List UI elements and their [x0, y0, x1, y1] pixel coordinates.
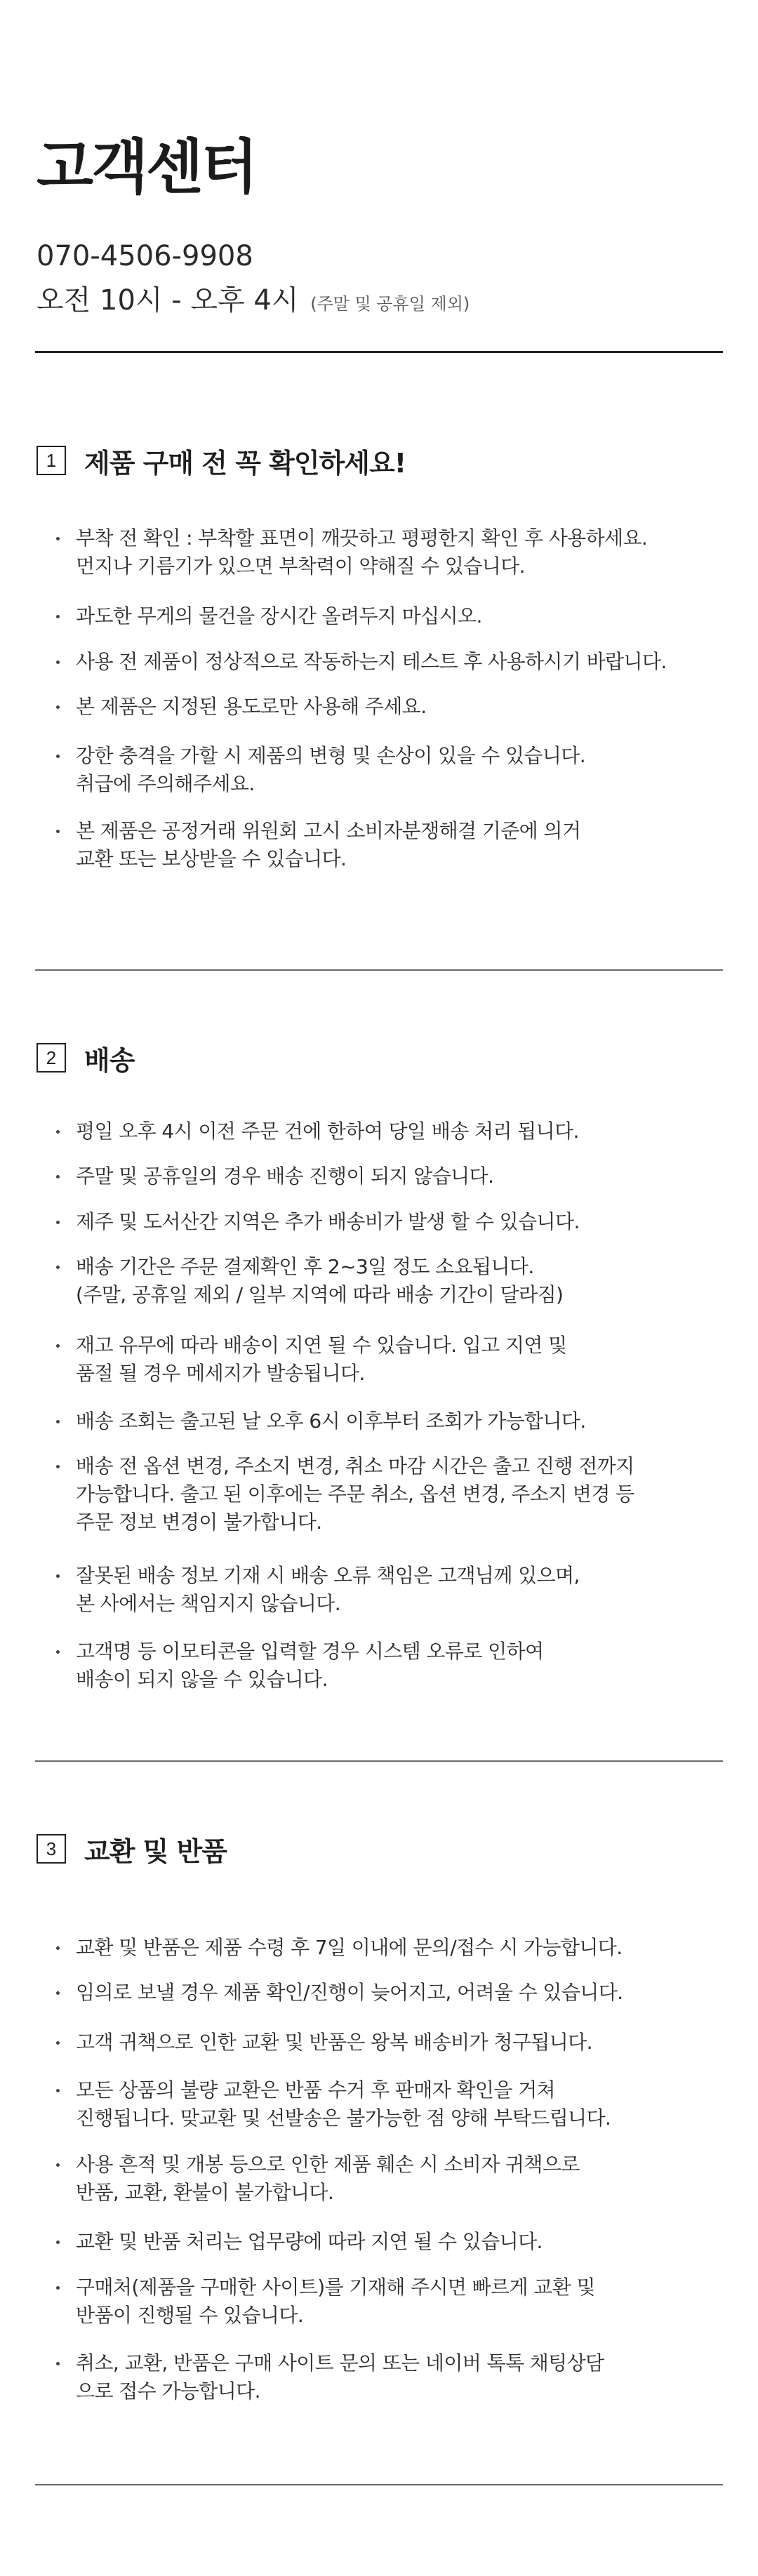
- list-item: [56, 524, 647, 580]
- section-2-heading: [36, 1040, 134, 1076]
- list-item: [56, 693, 426, 721]
- bullet-icon: [56, 1420, 60, 1423]
- list-item-text: 강한 충격을 가할 시 제품의 변형 및 손상이 있을 수 있습니다. 취급에 주의해주세요.: [76, 744, 586, 795]
- section-title: 교환 및 반품: [84, 1835, 227, 1867]
- list-item-text: 배송 조회는 출고된 날 오후 6시 이후부터 조회가 가능합니다.: [76, 1409, 586, 1433]
- list-item-text: 잘못된 배송 정보 기재 시 배송 오류 책임은 고객님께 있으며, 본 사에서는 책임지지 않습니다.: [76, 1564, 580, 1615]
- list-item-text: 과도한 무게의 물건을 장시간 올려두지 마십시오.: [76, 604, 482, 628]
- bullet-icon: [56, 1175, 60, 1179]
- list-item: [56, 2349, 604, 2405]
- list-item: [56, 1407, 586, 1435]
- list-item: [56, 1638, 543, 1694]
- list-item: [56, 602, 482, 630]
- list-item-text: 고객 귀책으로 인한 교환 및 반품은 왕복 배송비가 청구됩니다.: [76, 2031, 592, 2054]
- list-item-text: 평일 오후 4시 이전 주문 건에 한하여 당일 배송 처리 됩니다.: [76, 1120, 579, 1143]
- page-title: 고객센터: [36, 133, 256, 201]
- list-item-text: 구매처(제품을 구매한 사이트)를 기재해 주시면 빠르게 교환 및 반품이 진행될 수 있습니다.: [76, 2276, 595, 2327]
- list-item: [56, 1253, 563, 1309]
- section-title: 제품 구매 전 꼭 확인하세요!: [84, 447, 406, 479]
- section-number-box: 1: [36, 446, 66, 475]
- business-hours: [36, 284, 470, 317]
- list-item-text: 교환 및 반품은 제품 수령 후 7일 이내에 문의/접수 시 가능합니다.: [76, 1936, 623, 1959]
- list-item: [56, 1562, 580, 1618]
- bullet-icon: [56, 2362, 60, 2365]
- list-item-text: 임의로 보낼 경우 제품 확인/진행이 늦어지고, 어려울 수 있습니다.: [76, 1981, 623, 2004]
- hours-text: 오전 10시 - 오후 4시: [36, 284, 299, 317]
- list-item: [56, 742, 585, 798]
- bullet-icon: [56, 2240, 60, 2244]
- list-item-text: 제주 및 도서산간 지역은 추가 배송비가 발생 할 수 있습니다.: [76, 1210, 580, 1233]
- list-item-text: 재고 유무에 따라 배송이 지연 될 수 있습니다. 입고 지연 및 품절 될 경우 메세지가 발송됩니다.: [76, 1334, 567, 1385]
- list-item-text: 부착 전 확인 : 부착할 표면이 깨끗하고 평평한지 확인 후 사용하세요. 먼지나 기름기가 있으면 부착력이 약해질 수 있습니다.: [76, 526, 648, 578]
- bullet-icon: [56, 705, 60, 709]
- bullet-icon: [56, 2286, 60, 2290]
- list-item: [56, 1332, 567, 1388]
- bullet-icon: [56, 2089, 60, 2092]
- section-number-box: 3: [36, 1834, 66, 1864]
- list-item-text: 사용 전 제품이 정상적으로 작동하는지 테스트 후 사용하시기 바랍니다.: [76, 650, 667, 673]
- bullet-icon: [56, 1221, 60, 1224]
- list-item-text: 취소, 교환, 반품은 구매 사이트 문의 또는 네이버 톡톡 채팅상담 으로 접수 가능합니다.: [76, 2351, 604, 2403]
- section-divider: [35, 1760, 723, 1762]
- section-number-box: 2: [36, 1043, 66, 1073]
- list-item-text: 본 제품은 공정거래 위원회 고시 소비자분쟁해결 기준에 의거 교환 또는 보상받을 수 있습니다.: [76, 819, 581, 870]
- header-divider: [35, 351, 723, 353]
- bullet-icon: [56, 830, 60, 833]
- section-1-heading: [36, 442, 406, 479]
- bullet-icon: [56, 660, 60, 664]
- bullet-icon: [56, 755, 60, 758]
- list-item: [56, 1208, 580, 1236]
- list-item: [56, 1452, 634, 1536]
- bullet-icon: [56, 2041, 60, 2045]
- bullet-icon: [56, 1266, 60, 1269]
- list-item: [56, 1162, 493, 1190]
- bullet-icon: [56, 1650, 60, 1654]
- bullet-icon: [56, 1574, 60, 1578]
- list-item: [56, 2273, 595, 2330]
- list-item-text: 본 제품은 지정된 용도로만 사용해 주세요.: [76, 695, 427, 718]
- list-item-text: 배송 기간은 주문 결제확인 후 2~3일 정도 소요됩니다. (주말, 공휴일 제외 / 일부 지역에 따라 배송 기간이 달라짐): [76, 1255, 564, 1306]
- list-item: [56, 2228, 543, 2256]
- bullet-icon: [56, 2163, 60, 2167]
- list-item: [56, 2029, 592, 2057]
- list-item: [56, 1117, 579, 1146]
- list-item: [56, 1934, 623, 1962]
- bullet-icon: [56, 537, 60, 540]
- bullet-icon: [56, 615, 60, 618]
- footer-divider: [35, 2484, 723, 2485]
- bullet-icon: [56, 1344, 60, 1348]
- section-3-heading: [36, 1831, 227, 1867]
- bullet-icon: [56, 1946, 60, 1950]
- list-item-text: 배송 전 옵션 변경, 주소지 변경, 취소 마감 시간은 출고 진행 전까지 가능합니다. 출고 된 이후에는 주문 취소, 옵션 변경, 주소지 변경 등 주문 정보 변경이 불가합니다.: [76, 1454, 634, 1534]
- list-item: [56, 817, 580, 873]
- list-item-text: 교환 및 반품 처리는 업무량에 따라 지연 될 수 있습니다.: [76, 2230, 543, 2253]
- hours-note: (주말 및 공휴일 제외): [310, 294, 470, 314]
- section-title: 배송: [84, 1044, 135, 1076]
- list-item: [56, 2151, 580, 2207]
- list-item-text: 고객명 등 이모티콘을 입력할 경우 시스템 오류로 인하여 배송이 되지 않을 수 있습니다.: [76, 1640, 544, 1691]
- list-item: [56, 2076, 611, 2132]
- bullet-icon: [56, 1130, 60, 1134]
- phone-number: 070-4506-9908: [36, 240, 253, 272]
- section-divider: [35, 969, 723, 971]
- bullet-icon: [56, 1465, 60, 1468]
- list-item: [56, 648, 667, 676]
- bullet-icon: [56, 1991, 60, 1995]
- list-item-text: 모든 상품의 불량 교환은 반품 수거 후 판매자 확인을 거쳐 진행됩니다. 맞교환 및 선발송은 불가능한 점 양해 부탁드립니다.: [76, 2078, 611, 2130]
- list-item: [56, 1979, 623, 2007]
- list-item-text: 사용 흔적 및 개봉 등으로 인한 제품 훼손 시 소비자 귀책으로 반품, 교환, 환불이 불가합니다.: [76, 2153, 580, 2204]
- list-item-text: 주말 및 공휴일의 경우 배송 진행이 되지 않습니다.: [76, 1164, 494, 1188]
